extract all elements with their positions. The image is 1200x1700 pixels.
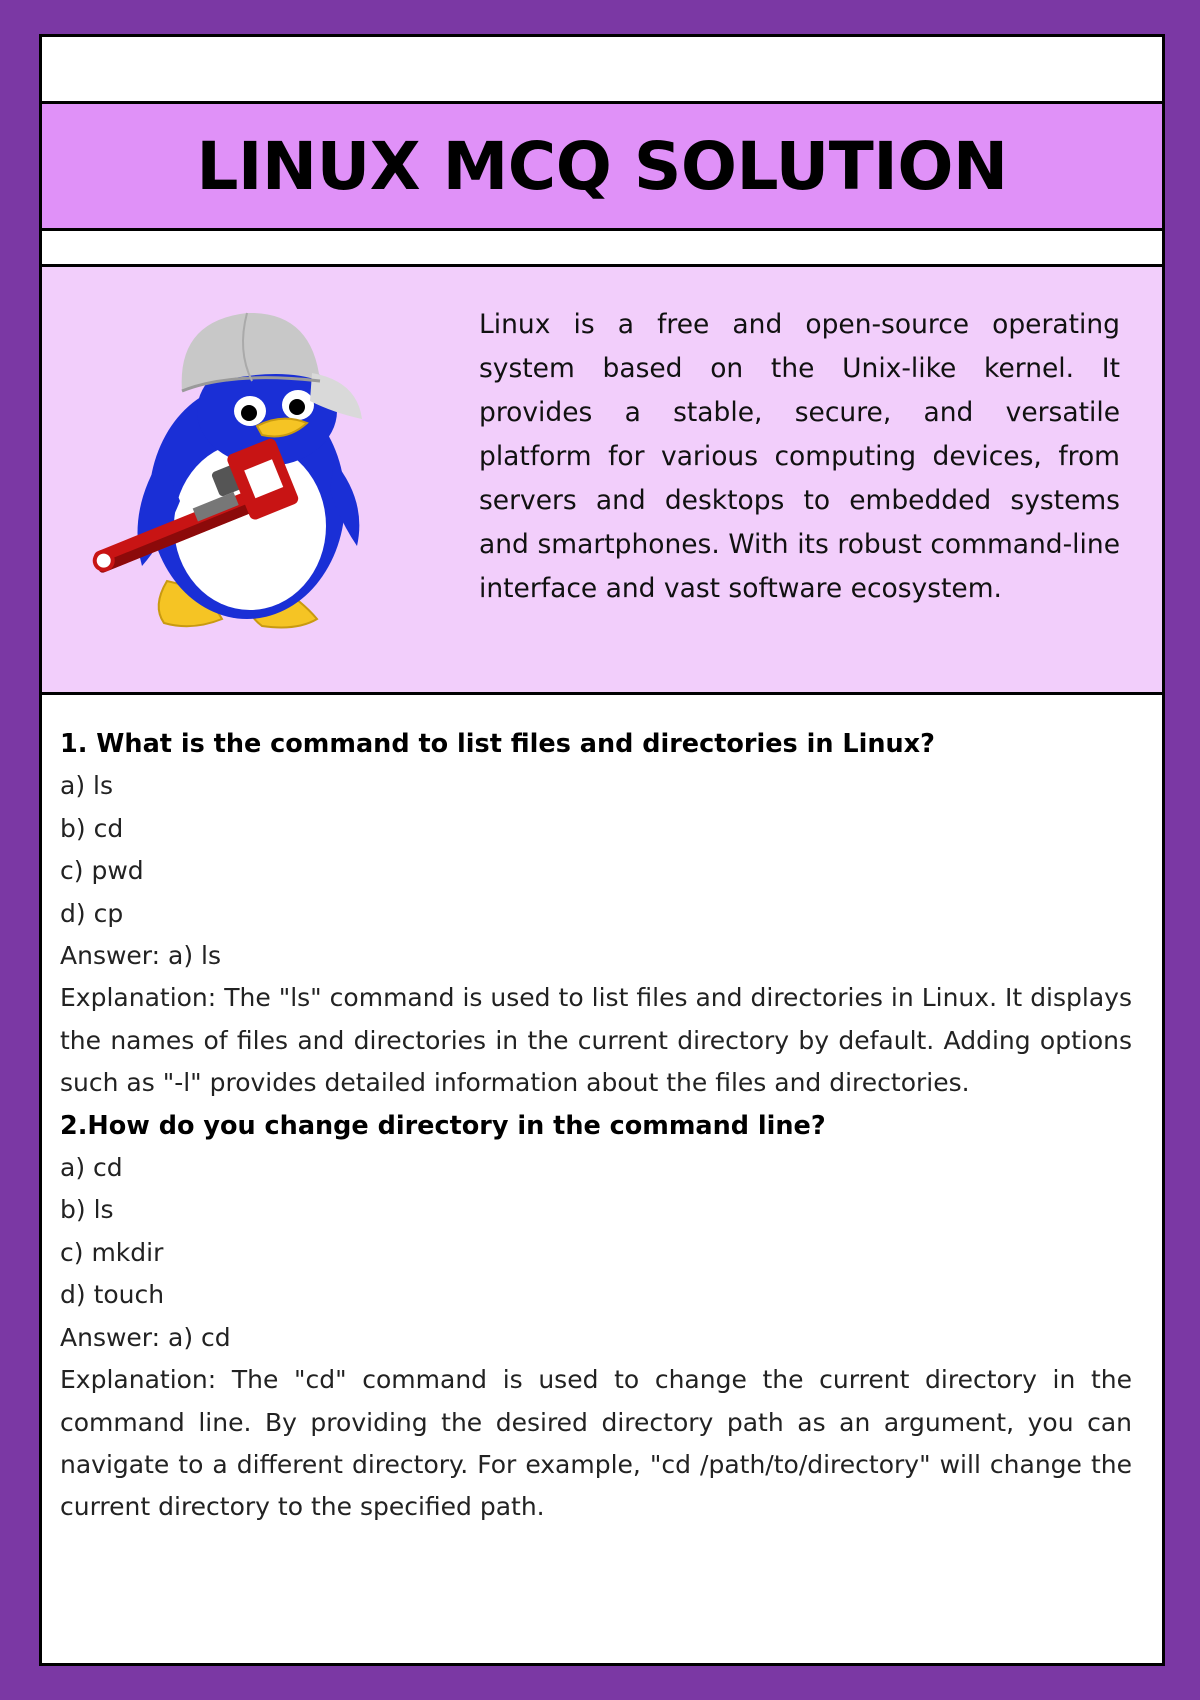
explanation-text: Explanation: The "cd" command is used to change the current directory in the command line. By providing the desired directory path as an argument, you can navigate to a different directory. For example, "cd /path/to/directory" will change the current directory to the specified path.: [60, 1365, 1132, 1522]
questions-section: [42, 695, 1162, 1529]
penguin-with-wrench-icon: [72, 301, 372, 641]
explanation-text: Explanation: The "ls" command is used to list files and directories in Linux. It displays the names of files and directories in the current directory by default. Adding options such as "-l" provides detailed information about the files and directories.: [60, 983, 1132, 1098]
document-page: [39, 34, 1165, 1666]
option-item: d) touch: [60, 1280, 165, 1310]
question-block: [60, 1105, 1132, 1529]
option-item: a) ls: [60, 771, 113, 801]
intro-paragraph: Linux is a free and open-source operating system based on the Unix-like kernel. It provides a stable, secure, and versatile platform for various computing devices, from servers and desktops to embedded systems and smartphones. With its robust command-line interface and vast software ecosystem.: [479, 309, 1120, 604]
spacer-band: [42, 231, 1162, 267]
page-title: LINUX MCQ SOLUTION: [196, 127, 1008, 205]
intro-section: [42, 267, 1162, 695]
option-item: c) pwd: [60, 856, 144, 886]
option-item: a) cd: [60, 1153, 123, 1183]
option-item: c) mkdir: [60, 1237, 164, 1267]
answer-text: Answer: a) ls: [60, 941, 221, 971]
question-text: 1. What is the command to list files and directories in Linux?: [60, 729, 935, 759]
option-item: b) ls: [60, 1195, 114, 1225]
option-item: d) cp: [60, 898, 124, 928]
question-text: 2.How do you change directory in the command line?: [60, 1110, 826, 1141]
option-item: b) cd: [60, 813, 124, 843]
title-band: [42, 104, 1162, 231]
answer-text: Answer: a) cd: [60, 1322, 231, 1352]
question-block: [60, 723, 1132, 1105]
top-band: [42, 37, 1162, 104]
